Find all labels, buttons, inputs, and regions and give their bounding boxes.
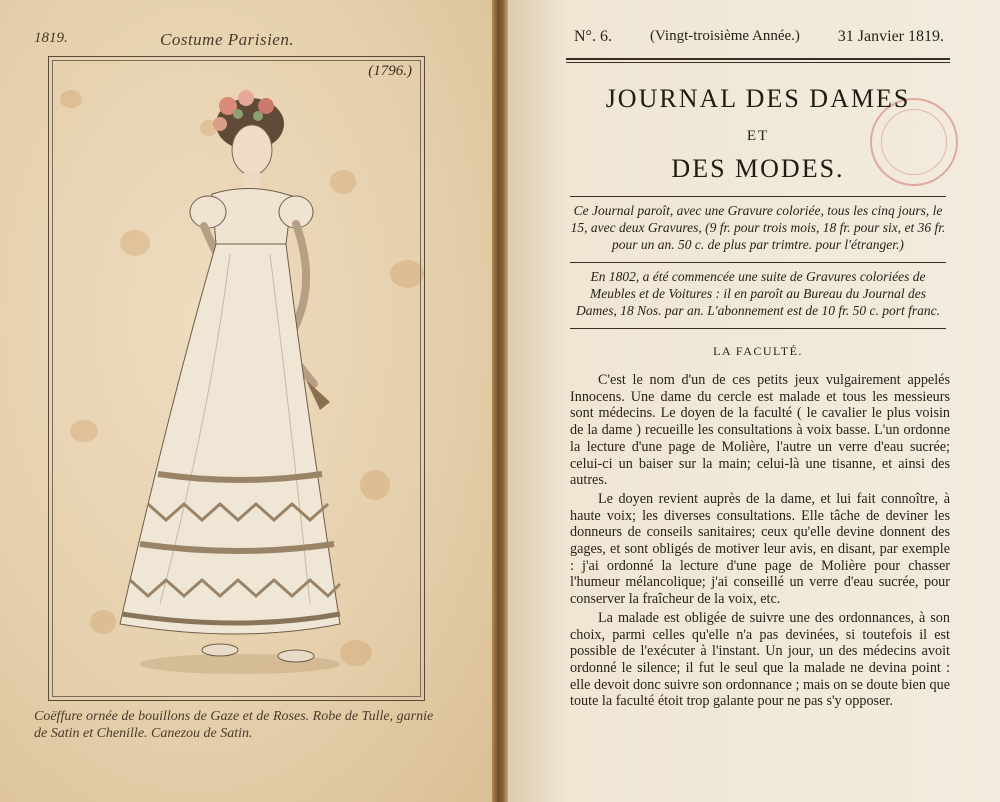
book-gutter: [492, 0, 508, 802]
journal-title-line2: DES MODES.: [671, 154, 845, 183]
article-paragraph: C'est le nom d'un de ces petits jeux vulgairement appelés Innocens. Une dame du cercle est malade et tous les messieurs sont médecins. Le doyen de la faculté ( le cavalier le plus voisin de la dame ) recueille les consultations à voix basse. L'un ordonne la lecture d'une page de Molière, l'autre un verre d'eau sucrée; celui-ci un baiser sur la main; celui-là une tisanne, et ainsi des autres.: [570, 372, 950, 489]
journal-title-et: ET: [746, 128, 770, 144]
engravings-notice: En 1802, a été commencée une suite de Gravures coloriées de Meubles et de Voitures : il en paroît au Bureau du Journal des Dames, 18 Nos. par an. L'abonnement est de 10 fr. 50 c. port franc.: [576, 269, 940, 318]
journal-page: [508, 0, 1000, 802]
issue-line: [574, 28, 944, 50]
fashion-plate-page: [0, 0, 492, 802]
subscription-notice: Ce Journal paroît, avec une Gravure coloriée, tous les cinq jours, le 15, avec deux Gravures, (9 fr. pour trois mois, 18 fr. pour six, et 36 fr. pour un an. 50 c. de plus par trimtre. pour l'étranger.): [570, 203, 946, 252]
plate-number: (1796.): [368, 63, 412, 79]
section-heading: LA FACULTÉ.: [713, 344, 803, 358]
fashion-figure-illustration: [100, 84, 350, 684]
notice-rule-bottom: [570, 328, 946, 329]
plate-header: [34, 30, 429, 52]
issue-number: N°. 6.: [574, 28, 612, 45]
plate-year: 1819.: [34, 30, 68, 46]
issue-year: (Vingt-troisième Année.): [650, 28, 800, 44]
notice-rule-middle: [570, 262, 946, 263]
article-paragraph: La malade est obligée de suivre une des ordonnances, à son choix, parmi celles qu'elle n'a pas devinées, si toutefois il est possible de l'exécuter à l'instant. Un jour, un des médecins avoit ordonné le silence; il fut le seul que la malade ne devina point : elle devoit donc suivre son ordonnance ; mais on se doute bien que toute la faculté étoit trop galante pour ne pas s'y opposer.: [570, 609, 950, 710]
article-paragraph: Le doyen revient auprès de la dame, et lui fait connoître, à haute voix; les diverses consultations. Elle tâche de deviner les donneurs de conseils sanitaires; ceux qu'elle devine donnent des gages, et sont obligés de motiver leur avis, en disant, par exemple : j'ai ordonné la lecture d'une page de Molière pour chasser l'humeur mélancolique; j'ai conseillé un verre d'eau sucrée, pour conserver la fraîcheur de la voix, etc.: [570, 490, 950, 608]
notice-rule-top: [570, 196, 946, 197]
header-rule: [566, 58, 950, 63]
issue-date: 31 Janvier 1819.: [837, 28, 944, 45]
journal-title-line1: JOURNAL DES DAMES: [605, 84, 911, 113]
article-body: [570, 372, 950, 712]
plate-series-title: Costume Parisien.: [160, 30, 295, 49]
plate-caption: Coëffure ornée de bouillons de Gaze et de Roses. Robe de Tulle, garnie de Satin et Chenille. Canezou de Satin.: [34, 709, 434, 741]
